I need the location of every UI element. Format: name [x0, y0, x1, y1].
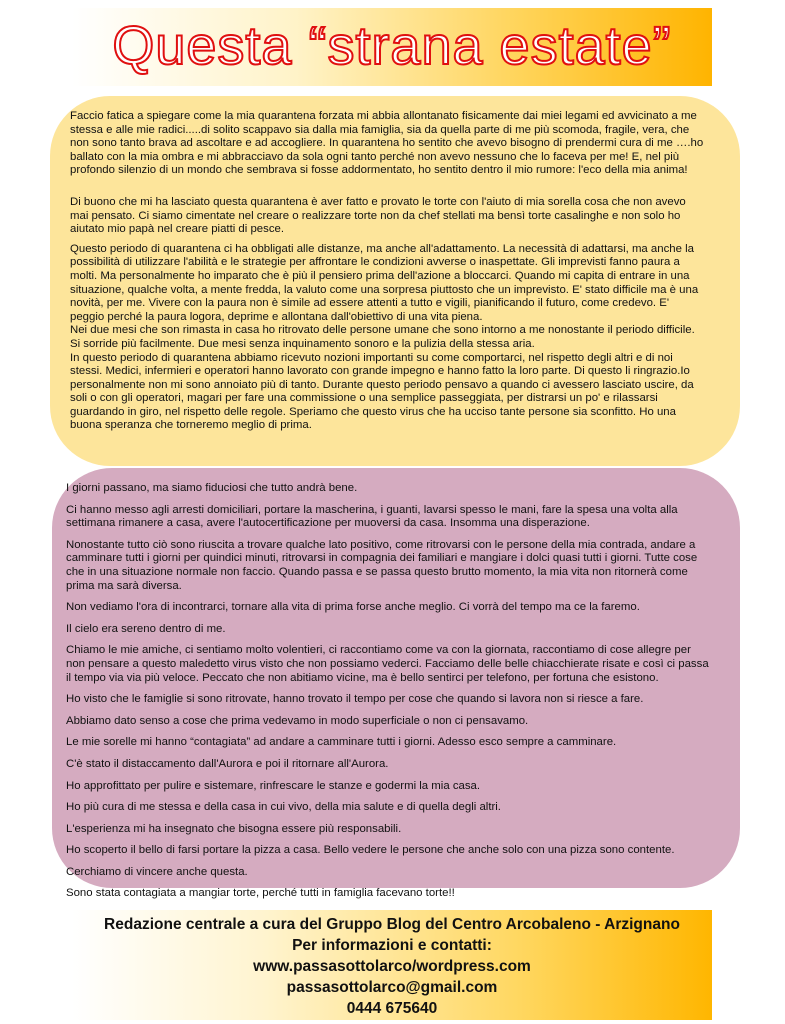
- paragraph: Sono stata contagiata a mangiar torte, perché tutti in famiglia facevano torte!!: [66, 887, 455, 900]
- paragraph: Cerchiamo di vincere anche questa.: [66, 865, 248, 878]
- paragraph: Chiamo le mie amiche, ci sentiamo molto volentieri, ci raccontiamo come va con la giornata, raccontiamo di cose allegre per non pensare a questo maledetto virus visto che non possiamo vederci. Facciamo delle belle chiacchierate risate e così ci passa il tempo via via più veloce. Peccato che non abitiamo vicine, ma è bello sentirci per telefono, per fortuna che esistono.: [66, 644, 709, 684]
- email-link[interactable]: passasottolarco@gmail.com: [286, 979, 498, 996]
- paragraph: Ho più cura di me stessa e della casa in cui vivo, della mia salute e di quella degli altri.: [66, 801, 501, 814]
- paragraph: C'è stato il distaccamento dall'Aurora e poi il ritornare all'Aurora.: [66, 757, 389, 770]
- paragraph: Questo periodo di quarantena ci ha obbligati alle distanze, ma anche all'adattamento. La necessità di adattarsi, ma anche la possibilità di utilizzare l'abilità e le strategie per affrontare le condizioni avverse o inaspettate. Gli imprevisti fanno paura a molti. Ma personalmente ho imparato che è più il pensiero prima dell'azione a bloccarci. Quando mi capita di entrare in una situazione, qualche volta, a mente fredda, la valuto come una sorpresa piuttosto che un imprevisto. E' stato difficile ma è una novità, per me. Vivere con la paura non è simile ad essere attenti a tutto e vigili, pianificando il futuro, come credevo. E' peggio perché la paura logora, deprime e allontana dall'obiettivo di una vita piena. Nei due mesi che son rimasta in casa ho ritrovato delle persone umane che sono intorno a me nonostante il periodo difficile. Si sorride più facilmente. Due mesi senza inquinamento sonoro e la pulizia della stessa aria. In questo periodo di quarantena abbiamo ricevuto nozioni importanti su come comportarci, nel rispetto degli altri e di noi stessi. Medici, infermieri e operatori hanno lavorato con grande impegno e hanno fatto la loro parte. Di questo li ringrazio.Io personalmente non mi sono annoiato più di tanto. Durante questo periodo pensavo a quando ci avessero lasciato uscire, da soli o con gli operatori, magari per fare una commissione o una semplice passeggiata, per distrarsi un po' e rilassarsi guardando in giro, nel rispetto delle regole. Speriamo che questo virus che ha ucciso tante persone sia sconfitto. Ho una buona speranza che torneremo meglio di prima.: [70, 242, 699, 432]
- footer-banner: [72, 910, 712, 1020]
- website-link[interactable]: www.passasottolarco/wordpress.com: [253, 958, 531, 975]
- story-box-pink: [52, 468, 740, 900]
- paragraph: I giorni passano, ma siamo fiduciosi che tutto andrà bene.: [66, 482, 358, 494]
- paragraph: Ho visto che le famiglie si sono ritrovate, hanno trovato il tempo per cose che quando si lavora non si riesce a fare.: [66, 693, 644, 706]
- contact-heading: Per informazioni e contatti:: [292, 937, 492, 954]
- paragraph: L'esperienza mi ha insegnato che bisogna essere più responsabili.: [66, 822, 402, 835]
- paragraph: Ci hanno messo agli arresti domiciliari, portare la mascherina, i guanti, lavarsi spesso le mani, fare la spesa una volta alla settimana rimanere a casa, avere l'autocertificazione per muoversi da casa. Insomma una disperazione.: [66, 503, 678, 530]
- paragraph: Di buono che mi ha lasciato questa quarantena è aver fatto e provato le torte con l'aiuto di mia sorella cosa che non avevo mai pensato. Ci siamo cimentate nel creare o realizzare torte non da chef stellati ma bensì torte casalinghe e non solo ho aiutato mio papà nel creare piatti di pesce.: [70, 195, 686, 236]
- phone-number: 0444 675640: [346, 1000, 438, 1017]
- paragraph: Ho scoperto il bello di farsi portare la pizza a casa. Bello vedere le persone che anche solo con una pizza sono contente.: [66, 844, 675, 857]
- page-title: Questa “strana estate”: [112, 16, 672, 76]
- editorial-credit: Redazione centrale a cura del Gruppo Blog del Centro Arcobaleno - Arzignano: [104, 916, 680, 933]
- paragraph: Il cielo era sereno dentro di me.: [66, 622, 226, 635]
- story-box-yellow: [50, 96, 740, 466]
- paragraph: Nonostante tutto ciò sono riuscita a trovare qualche lato positivo, come ritrovarsi con le persone della mia contrada, andare a camminare tutti i giorni per quindici minuti, ritrovarsi in compagnia dei familiari e mangiare i dolci quasi tutti i giorni. Tutte cose che in una situazione normale non faccio. Quando passa e se passa questo brutto momento, la mia vita non ritornerà come prima ma sarà diversa.: [66, 538, 698, 592]
- paragraph: Le mie sorelle mi hanno “contagiata” ad andare a camminare tutti i giorni. Adesso esco sempre a camminare.: [66, 736, 617, 749]
- paragraph: Abbiamo dato senso a cose che prima vedevamo in modo superficiale o non ci pensavamo.: [66, 714, 529, 727]
- header-banner: [72, 8, 712, 86]
- paragraph: Faccio fatica a spiegare come la mia quarantena forzata mi abbia allontanato fisicamente dai miei legami ed avvicinato a me stessa e alle mie radici.....di solito scappavo sia dalla mia famiglia, sia da quella parte di me più scomoda, fragile, vera, che non sono tanto brava ad ascoltare e ad accogliere. In quarantena ho sentito che avevo bisogno di prendermi cura di me ….ho ballato con la mia ombra e mi abbracciavo da sola ogni tanto perché non avevo nessuno che lo faceva per me! E, nel più profondo silenzio di un mondo che sembrava si fosse addormentato, ho sentito dentro il mio rumore: l'eco della mia anima!: [70, 110, 704, 177]
- paragraph: Ho approfittato per pulire e sistemare, rinfrescare le stanze e godermi la mia casa.: [66, 779, 481, 792]
- paragraph: Non vediamo l'ora di incontrarci, tornare alla vita di prima forse anche meglio. Ci vorrà del tempo ma ce la faremo.: [66, 601, 640, 614]
